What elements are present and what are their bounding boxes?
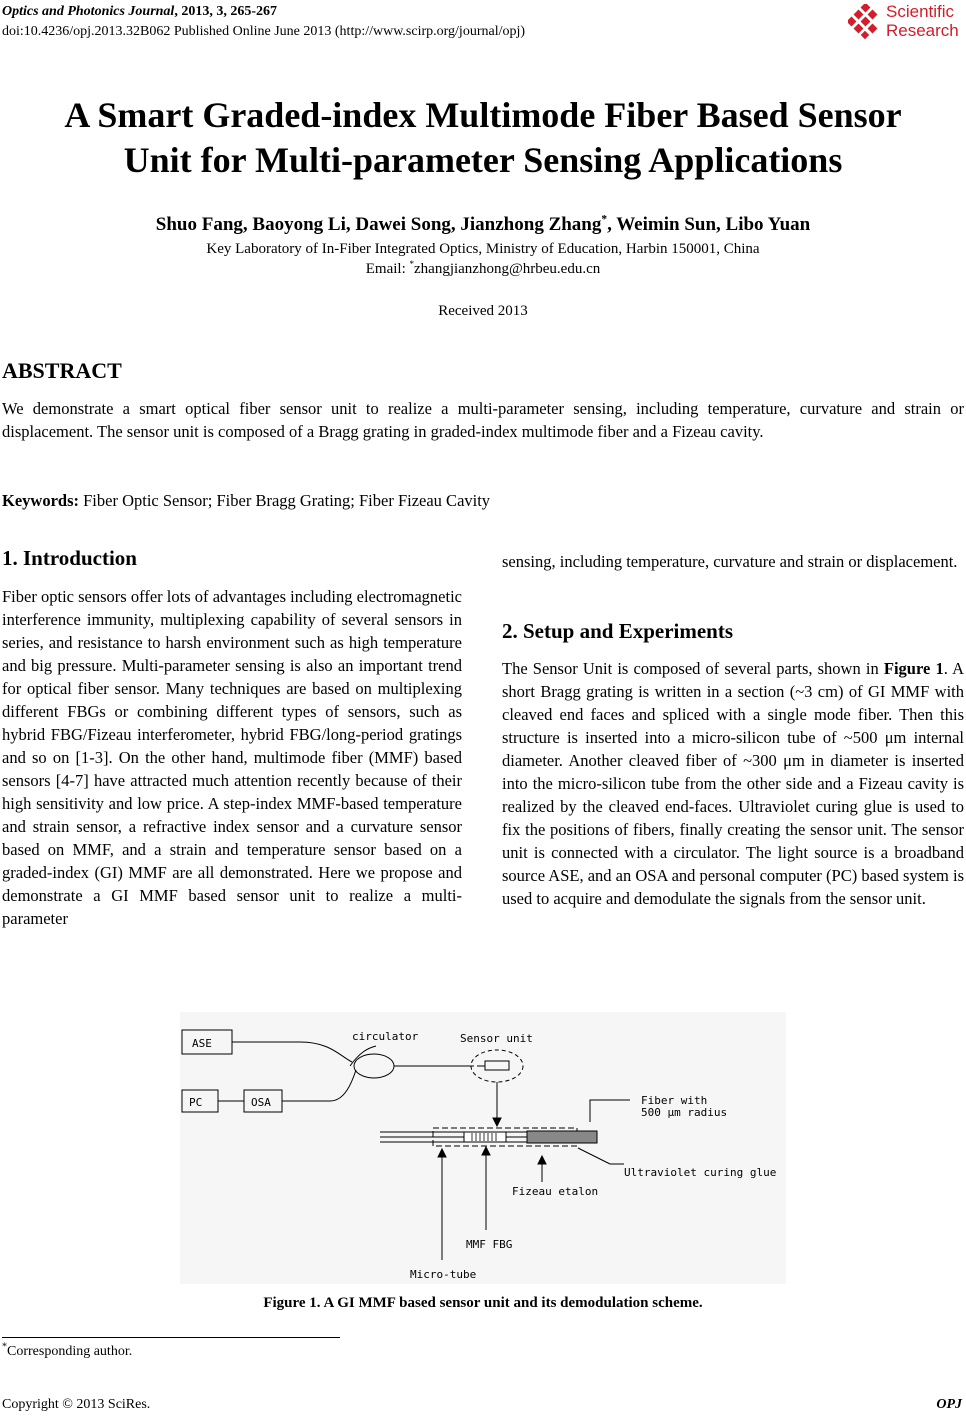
doi-line: doi:10.4236/opj.2013.32B062 Published Online June 2013 (http://www.scirp.org/journal/opj) xyxy=(2,24,526,39)
label-fiber-with: Fiber with xyxy=(641,1094,708,1107)
keywords xyxy=(2,489,490,512)
email-address: zhangjianzhong@hrbeu.edu.cn xyxy=(414,261,601,277)
footnote-mark: * xyxy=(2,1341,7,1353)
affiliation: Key Laboratory of In-Fiber Integrated Optics, Ministry of Education, Harbin 150001, China xyxy=(206,241,760,257)
email-line xyxy=(0,260,966,279)
section-2-text-b: . A short Bragg grating is written in a section (~3 cm) of GI MMF with cleaved end faces and spliced with a single mode fiber. Then this structure is inserted into a micro-silicon tube of ~500 μm internal diameter. Another cleaved fiber of ~300 μm in diameter is inserted into the micro-silicon tube from the other side and a Fizeau cavity is realized by the cleaved end-faces. Ultraviolet curing glue is used to fix the positions of fibers, finally creating the sensor unit. The sensor unit is connected with a circulator. The light source is a broadband source ASE, and an OSA and personal computer (PC) based system is used to acquire and demodulate the signals from the sensor unit. xyxy=(502,659,964,908)
section-1-heading: 1. Introduction xyxy=(2,546,137,570)
label-fizeau-etalon: Fizeau etalon xyxy=(512,1185,599,1198)
logo-line-2: Research xyxy=(886,21,959,40)
figure-1-svg xyxy=(180,1012,786,1284)
authors-part-2: , Weimin Sun, Libo Yuan xyxy=(607,214,811,235)
label-mmf-fbg: MMF FBG xyxy=(466,1238,513,1251)
email-mark: * xyxy=(409,259,414,269)
received-date: Received 2013 xyxy=(438,303,528,319)
corresponding-mark: * xyxy=(601,213,608,226)
label-uv-glue: Ultraviolet curing glue xyxy=(624,1166,777,1179)
label-osa: OSA xyxy=(251,1096,271,1109)
authors xyxy=(0,213,966,237)
label-micro-tube: Micro-tube xyxy=(410,1268,477,1281)
label-circulator: circulator xyxy=(352,1030,419,1043)
journal-citation xyxy=(2,2,277,21)
figure-1-caption: Figure 1. A GI MMF based sensor unit and its demodulation scheme. xyxy=(263,1295,703,1311)
label-sensor-unit: Sensor unit xyxy=(460,1032,533,1045)
journal-volume: , 2013, 3, 265-267 xyxy=(174,4,277,19)
label-ase: ASE xyxy=(192,1037,212,1050)
logo-text xyxy=(886,2,959,40)
copyright: Copyright © 2013 SciRes. xyxy=(2,1397,151,1412)
journal-name: Optics and Photonics Journal xyxy=(2,4,175,19)
section-1-text: Fiber optic sensors offer lots of advantages including electromagnetic interference immunity, multiplexing capability of several sensors in series, and resistance to harsh environment such as high temperature and big pressure. Multi-parameter sensing is also an important trend for optical fiber sensor. Many techniques are based on multiplexing different FBGs or combining different types of sensors, such as hybrid FBG/Fizeau interferometer, hybrid FBG/long-period gratings and so on [1-3]. On the other hand, multimode fiber (MMF) based sensors [4-7] have attracted much attention recently because of their high sensitivity and low price. A step-index MMF-based temperature and strain sensor, a refractive index sensor and a curvature sensor based on MMF, and a strain and temperature sensor based on a graded-index (GI) MMF are all demonstrated. Here we propose and demonstrate a GI MMF based sensor unit to realize a multi-parameter xyxy=(2,587,462,928)
footnote-text: Corresponding author. xyxy=(7,1344,133,1359)
journal-abbreviation: OPJ xyxy=(936,1397,962,1412)
footnote-rule xyxy=(2,1337,340,1338)
email-label: Email: xyxy=(365,261,410,277)
abstract-text: We demonstrate a smart optical fiber sensor unit to realize a multi-parameter sensing, including temperature, curvature and strain or displacement. The sensor unit is composed of a Bragg grating in graded-index multimode fiber and a Fizeau cavity. xyxy=(2,399,964,441)
figure-reference: Figure 1 xyxy=(883,659,944,678)
logo-mark-icon xyxy=(848,4,884,40)
authors-part-1: Shuo Fang, Baoyong Li, Dawei Song, Jianzhong Zhang xyxy=(155,214,602,235)
section-1-continued: sensing, including temperature, curvature and strain or displacement. xyxy=(502,552,958,571)
keywords-text: Fiber Optic Sensor; Fiber Bragg Grating; Fiber Fizeau Cavity xyxy=(79,491,491,510)
title-line-1: A Smart Graded-index Multimode Fiber Based Sensor xyxy=(64,95,902,135)
label-fiber-radius: 500 μm radius xyxy=(641,1106,728,1119)
logo-line-1: Scientific xyxy=(886,2,955,21)
paper-title xyxy=(0,93,966,183)
section-2-text xyxy=(502,657,964,910)
abstract-heading: ABSTRACT xyxy=(2,358,122,383)
scientific-research-logo xyxy=(848,2,966,42)
figure-1-diagram xyxy=(180,1012,786,1284)
section-2-text-a: The Sensor Unit is composed of several parts, shown in xyxy=(502,659,884,678)
section-2-heading: 2. Setup and Experiments xyxy=(502,619,734,643)
label-pc: PC xyxy=(189,1096,203,1109)
title-line-2: Unit for Multi-parameter Sensing Applications xyxy=(123,140,843,180)
keywords-label: Keywords: xyxy=(2,491,79,510)
footnote xyxy=(2,1341,133,1360)
